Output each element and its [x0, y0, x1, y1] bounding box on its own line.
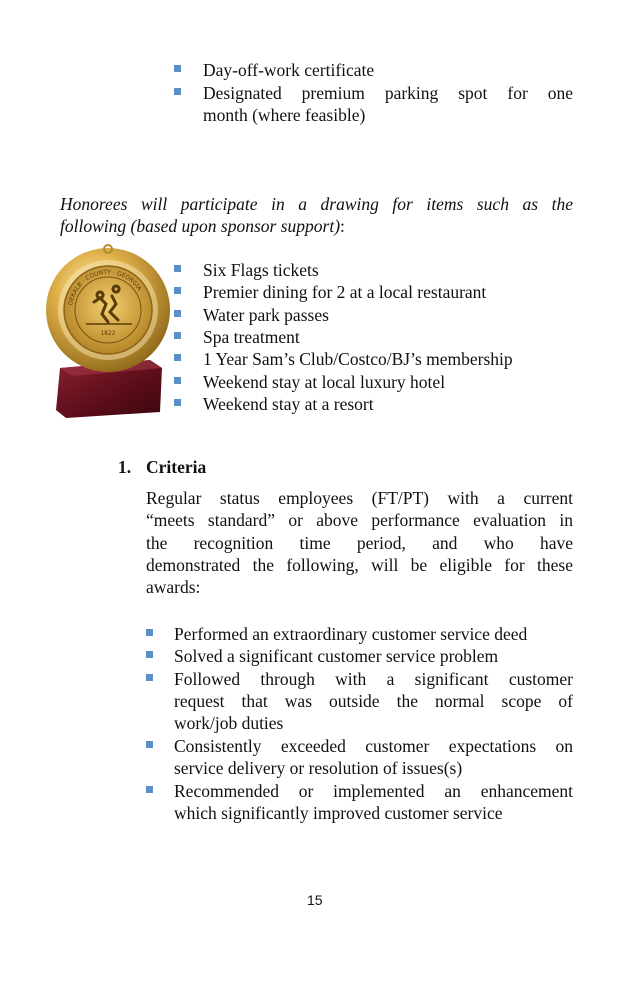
criteria-item-continuation: request that was outside the normal scope of	[174, 691, 573, 711]
criteria-item: Followed through with a significant customer	[174, 669, 573, 689]
drawing-intro-line	[60, 215, 345, 237]
bullet-icon	[174, 265, 181, 272]
bullet-icon	[174, 377, 181, 384]
criteria-item-continuation: which significantly improved customer service	[174, 803, 503, 823]
page-number: 15	[307, 892, 323, 908]
medal-ring-text: DEKALB · COUNTY · GEORGIA	[67, 268, 143, 306]
bullet-icon	[174, 310, 181, 317]
drawing-intro-line: Honorees will participate in a drawing for items such as the	[60, 194, 573, 214]
criteria-paragraph-line: Regular status employees (FT/PT) with a current	[146, 488, 573, 508]
bullet-icon	[174, 399, 181, 406]
drawing-item: 1 Year Sam’s Club/Costco/BJ’s membership	[203, 349, 513, 369]
criteria-item: Consistently exceeded customer expectations on	[174, 736, 573, 756]
award-medal-image	[42, 240, 172, 420]
criteria-item: Solved a significant customer service problem	[174, 646, 499, 666]
bullet-icon	[146, 629, 153, 636]
drawing-intro-text: following (based upon sponsor support)	[60, 216, 341, 236]
bullet-icon	[146, 741, 153, 748]
drawing-intro-colon: :	[340, 216, 345, 236]
criteria-item-continuation: service delivery or resolution of issues(s)	[174, 758, 463, 778]
drawing-item: Weekend stay at local luxury hotel	[203, 372, 446, 392]
bullet-icon	[174, 65, 181, 72]
bullet-icon	[174, 88, 181, 95]
criteria-heading: Criteria	[146, 457, 207, 477]
bullet-icon	[174, 332, 181, 339]
drawing-item: Water park passes	[203, 305, 329, 325]
criteria-item-continuation: work/job duties	[174, 713, 284, 733]
bullet-icon	[146, 651, 153, 658]
medal-year: 1822	[100, 330, 116, 337]
criteria-paragraph-line: the recognition time period, and who have	[146, 533, 573, 553]
criteria-number: 1.	[118, 457, 132, 477]
bullet-icon	[146, 786, 153, 793]
list-item: Day-off-work certificate	[203, 60, 375, 80]
list-item-continuation: month (where feasible)	[203, 105, 366, 125]
criteria-paragraph-line: awards:	[146, 577, 201, 597]
drawing-item: Weekend stay at a resort	[203, 394, 374, 414]
drawing-item: Spa treatment	[203, 327, 300, 347]
bullet-icon	[174, 354, 181, 361]
bullet-icon	[174, 287, 181, 294]
criteria-item: Performed an extraordinary customer service deed	[174, 624, 528, 644]
criteria-item: Recommended or implemented an enhancement	[174, 781, 573, 801]
bullet-icon	[146, 674, 153, 681]
criteria-paragraph-line: demonstrated the following, will be eligible for these	[146, 555, 573, 575]
list-item: Designated premium parking spot for one	[203, 83, 573, 103]
drawing-item: Premier dining for 2 at a local restaurant	[203, 282, 487, 302]
criteria-paragraph-line: “meets standard” or above performance evaluation in	[146, 510, 573, 530]
drawing-item: Six Flags tickets	[203, 260, 319, 280]
